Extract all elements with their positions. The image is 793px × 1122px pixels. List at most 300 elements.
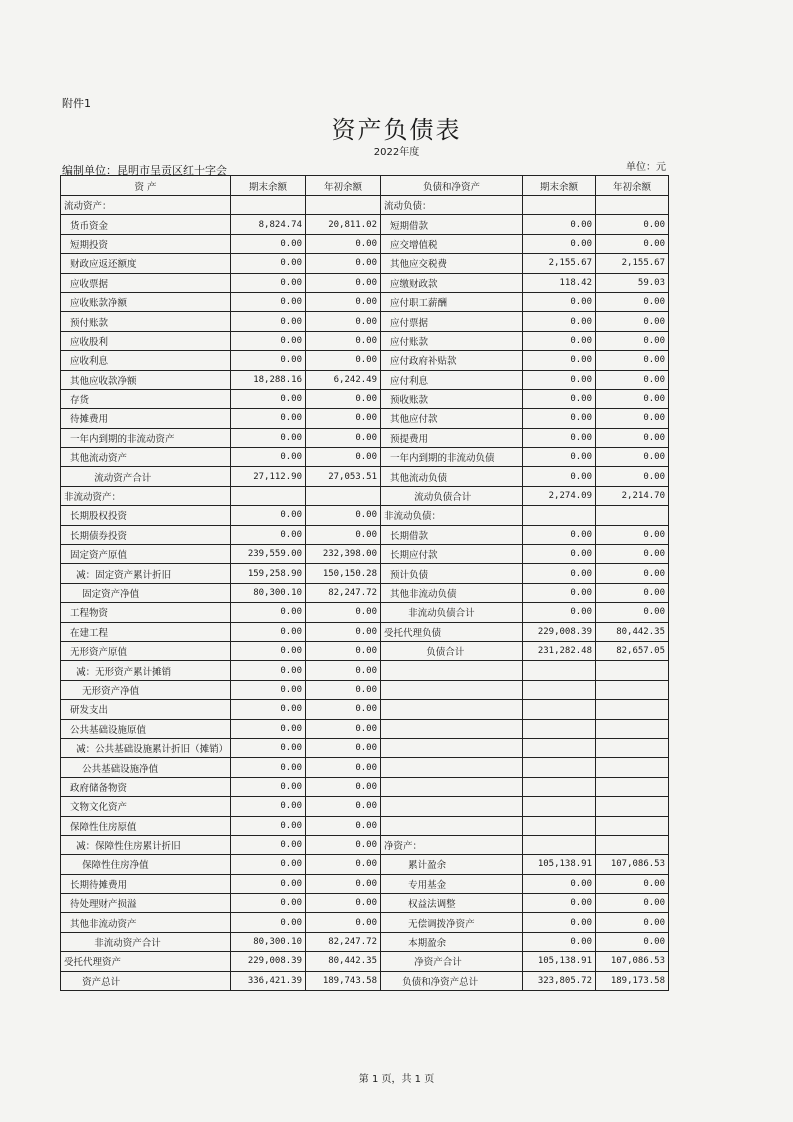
asset-closing-cell: 0.00 (231, 409, 306, 428)
asset-closing-cell: 159,258.90 (231, 564, 306, 583)
asset-opening-cell: 0.00 (306, 525, 381, 544)
asset-opening-cell: 0.00 (306, 622, 381, 641)
table-row (61, 583, 669, 602)
liability-name-cell: 负债和净资产总计 (381, 971, 523, 990)
table-row (61, 661, 669, 680)
liability-name-cell: 本期盈余 (381, 932, 523, 951)
liability-closing-cell (523, 661, 596, 680)
table-row (61, 312, 669, 331)
asset-opening-cell: 0.00 (306, 254, 381, 273)
asset-name-cell: 存货 (61, 389, 231, 408)
liability-name-cell (381, 700, 523, 719)
asset-opening-cell: 0.00 (306, 874, 381, 893)
asset-closing-cell: 336,421.39 (231, 971, 306, 990)
asset-name-cell: 公共基础设施原值 (61, 719, 231, 738)
asset-opening-cell: 0.00 (306, 603, 381, 622)
table-row (61, 292, 669, 311)
liability-opening-cell: 0.00 (596, 312, 669, 331)
liability-opening-cell: 82,657.05 (596, 641, 669, 660)
liability-name-cell: 非流动负债： (381, 506, 523, 525)
liability-name-cell: 其他应交税费 (381, 254, 523, 273)
liability-opening-cell: 2,214.70 (596, 486, 669, 505)
asset-opening-cell: 0.00 (306, 351, 381, 370)
asset-opening-cell: 27,053.51 (306, 467, 381, 486)
liability-opening-cell: 107,086.53 (596, 952, 669, 971)
table-row (61, 331, 669, 350)
asset-closing-cell: 0.00 (231, 525, 306, 544)
asset-opening-cell: 150,150.28 (306, 564, 381, 583)
page-number: 第 1 页，共 1 页 (358, 1074, 435, 1085)
asset-closing-cell: 0.00 (231, 448, 306, 467)
asset-opening-cell: 189,743.58 (306, 971, 381, 990)
asset-opening-cell: 0.00 (306, 835, 381, 854)
currency-unit: 单位：元 (626, 162, 666, 173)
table-row (61, 409, 669, 428)
liability-closing-cell: 0.00 (523, 874, 596, 893)
liability-opening-cell (596, 719, 669, 738)
table-row (61, 738, 669, 757)
asset-name-cell: 固定资产原值 (61, 545, 231, 564)
asset-closing-cell: 18,288.16 (231, 370, 306, 389)
liability-name-cell: 短期借款 (381, 215, 523, 234)
header-assets: 资 产 (61, 176, 231, 196)
asset-closing-cell: 80,300.10 (231, 583, 306, 602)
liability-opening-cell (596, 680, 669, 699)
liability-name-cell: 净资产合计 (381, 952, 523, 971)
liability-closing-cell: 231,282.48 (523, 641, 596, 660)
asset-opening-cell: 20,811.02 (306, 215, 381, 234)
liability-name-cell: 应付账款 (381, 331, 523, 350)
asset-opening-cell: 0.00 (306, 758, 381, 777)
liability-name-cell: 其他流动负债 (381, 467, 523, 486)
table-row (61, 196, 669, 215)
asset-closing-cell: 8,824.74 (231, 215, 306, 234)
page-title: 资产负债表 (331, 116, 462, 144)
asset-name-cell: 资产总计 (61, 971, 231, 990)
asset-name-cell: 受托代理资产 (61, 952, 231, 971)
table-row (61, 215, 669, 234)
asset-closing-cell: 0.00 (231, 622, 306, 641)
asset-opening-cell: 0.00 (306, 777, 381, 796)
liability-name-cell: 其他应付款 (381, 409, 523, 428)
asset-closing-cell: 0.00 (231, 312, 306, 331)
asset-opening-cell: 0.00 (306, 816, 381, 835)
asset-opening-cell: 82,247.72 (306, 932, 381, 951)
asset-closing-cell: 0.00 (231, 719, 306, 738)
asset-opening-cell: 0.00 (306, 797, 381, 816)
liability-closing-cell: 0.00 (523, 331, 596, 350)
table-row (61, 777, 669, 796)
asset-closing-cell: 0.00 (231, 835, 306, 854)
liability-closing-cell (523, 835, 596, 854)
asset-opening-cell: 0.00 (306, 273, 381, 292)
asset-name-cell: 非流动资产合计 (61, 932, 231, 951)
liability-name-cell: 应交增值税 (381, 234, 523, 253)
report-year: 2022年度 (373, 147, 420, 158)
table-row (61, 273, 669, 292)
table-row (61, 913, 669, 932)
table-row (61, 370, 669, 389)
liability-closing-cell: 0.00 (523, 913, 596, 932)
liability-opening-cell: 0.00 (596, 428, 669, 447)
liability-name-cell: 权益法调整 (381, 894, 523, 913)
liability-closing-cell (523, 719, 596, 738)
liability-opening-cell: 0.00 (596, 932, 669, 951)
liability-closing-cell: 2,155.67 (523, 254, 596, 273)
liability-opening-cell: 0.00 (596, 389, 669, 408)
table-row (61, 486, 669, 505)
header-assets-closing: 期末余额 (231, 176, 306, 196)
liability-closing-cell: 0.00 (523, 583, 596, 602)
asset-name-cell: 无形资产净值 (61, 680, 231, 699)
asset-closing-cell (231, 196, 306, 215)
asset-closing-cell: 229,008.39 (231, 952, 306, 971)
liability-closing-cell (523, 506, 596, 525)
asset-opening-cell: 0.00 (306, 331, 381, 350)
asset-opening-cell: 0.00 (306, 234, 381, 253)
liability-opening-cell: 0.00 (596, 409, 669, 428)
table-row (61, 622, 669, 641)
liability-name-cell (381, 661, 523, 680)
asset-name-cell: 短期投资 (61, 234, 231, 253)
liability-name-cell: 应付利息 (381, 370, 523, 389)
table-row (61, 351, 669, 370)
liability-closing-cell (523, 738, 596, 757)
asset-closing-cell: 0.00 (231, 700, 306, 719)
asset-opening-cell: 232,398.00 (306, 545, 381, 564)
asset-name-cell: 文物文化资产 (61, 797, 231, 816)
table-row (61, 545, 669, 564)
header-liabilities-closing: 期末余额 (523, 176, 596, 196)
liability-opening-cell: 0.00 (596, 351, 669, 370)
asset-name-cell: 应收票据 (61, 273, 231, 292)
asset-closing-cell: 0.00 (231, 894, 306, 913)
asset-name-cell: 财政应返还额度 (61, 254, 231, 273)
header-assets-opening: 年初余额 (306, 176, 381, 196)
liability-name-cell (381, 738, 523, 757)
liability-opening-cell: 0.00 (596, 583, 669, 602)
liability-closing-cell (523, 777, 596, 796)
liability-closing-cell (523, 680, 596, 699)
asset-opening-cell: 0.00 (306, 641, 381, 660)
liability-name-cell (381, 816, 523, 835)
table-row (61, 816, 669, 835)
asset-opening-cell: 0.00 (306, 913, 381, 932)
asset-name-cell: 待处理财产损溢 (61, 894, 231, 913)
liability-opening-cell: 0.00 (596, 525, 669, 544)
table-row (61, 603, 669, 622)
liability-name-cell: 净资产： (381, 835, 523, 854)
liability-opening-cell: 0.00 (596, 448, 669, 467)
asset-opening-cell: 0.00 (306, 855, 381, 874)
table-row (61, 700, 669, 719)
asset-name-cell: 预付账款 (61, 312, 231, 331)
liability-name-cell: 累计盈余 (381, 855, 523, 874)
table-row (61, 932, 669, 951)
asset-opening-cell: 0.00 (306, 738, 381, 757)
liability-opening-cell (596, 758, 669, 777)
liability-closing-cell: 0.00 (523, 409, 596, 428)
asset-closing-cell: 0.00 (231, 738, 306, 757)
asset-closing-cell: 0.00 (231, 874, 306, 893)
asset-closing-cell: 0.00 (231, 428, 306, 447)
table-row (61, 525, 669, 544)
asset-closing-cell: 0.00 (231, 797, 306, 816)
asset-closing-cell: 0.00 (231, 351, 306, 370)
liability-name-cell (381, 758, 523, 777)
asset-opening-cell: 6,242.49 (306, 370, 381, 389)
liability-name-cell (381, 777, 523, 796)
asset-name-cell: 减：保障性住房累计折旧 (61, 835, 231, 854)
asset-name-cell: 流动资产： (61, 196, 231, 215)
asset-closing-cell: 0.00 (231, 913, 306, 932)
liability-closing-cell: 0.00 (523, 467, 596, 486)
asset-opening-cell (306, 486, 381, 505)
table-row (61, 719, 669, 738)
liability-closing-cell (523, 816, 596, 835)
liability-opening-cell (596, 738, 669, 757)
liability-name-cell: 应缴财政款 (381, 273, 523, 292)
liability-closing-cell (523, 797, 596, 816)
balance-sheet-table (60, 175, 669, 991)
asset-closing-cell: 239,559.00 (231, 545, 306, 564)
liability-name-cell: 长期借款 (381, 525, 523, 544)
liability-name-cell: 其他非流动负债 (381, 583, 523, 602)
liability-closing-cell: 0.00 (523, 564, 596, 583)
liability-name-cell: 负债合计 (381, 641, 523, 660)
liability-closing-cell: 0.00 (523, 428, 596, 447)
liability-name-cell (381, 797, 523, 816)
asset-name-cell: 工程物资 (61, 603, 231, 622)
asset-closing-cell: 0.00 (231, 254, 306, 273)
asset-closing-cell: 80,300.10 (231, 932, 306, 951)
table-row (61, 467, 669, 486)
asset-name-cell: 政府储备物资 (61, 777, 231, 796)
liability-opening-cell: 0.00 (596, 564, 669, 583)
table-row (61, 234, 669, 253)
liability-opening-cell: 80,442.35 (596, 622, 669, 641)
asset-name-cell: 其他非流动资产 (61, 913, 231, 932)
table-row (61, 448, 669, 467)
liability-closing-cell: 0.00 (523, 389, 596, 408)
liability-opening-cell: 0.00 (596, 234, 669, 253)
asset-opening-cell: 0.00 (306, 409, 381, 428)
liability-opening-cell: 0.00 (596, 292, 669, 311)
liability-closing-cell: 0.00 (523, 234, 596, 253)
asset-closing-cell: 0.00 (231, 680, 306, 699)
liability-closing-cell: 0.00 (523, 545, 596, 564)
liability-name-cell: 长期应付款 (381, 545, 523, 564)
asset-closing-cell: 0.00 (231, 758, 306, 777)
liability-opening-cell (596, 196, 669, 215)
asset-opening-cell: 0.00 (306, 700, 381, 719)
liability-opening-cell (596, 661, 669, 680)
liability-closing-cell: 0.00 (523, 215, 596, 234)
asset-name-cell: 长期债券投资 (61, 525, 231, 544)
liability-name-cell: 预提费用 (381, 428, 523, 447)
asset-name-cell: 减：固定资产累计折旧 (61, 564, 231, 583)
asset-opening-cell: 0.00 (306, 312, 381, 331)
liability-closing-cell: 0.00 (523, 312, 596, 331)
liability-name-cell: 流动负债合计 (381, 486, 523, 505)
asset-opening-cell: 0.00 (306, 292, 381, 311)
table-row (61, 874, 669, 893)
asset-name-cell: 减：公共基础设施累计折旧（摊销） (61, 738, 231, 757)
liability-name-cell: 受托代理负债 (381, 622, 523, 641)
liability-closing-cell: 0.00 (523, 525, 596, 544)
table-row (61, 835, 669, 854)
asset-opening-cell: 0.00 (306, 719, 381, 738)
liability-closing-cell: 0.00 (523, 351, 596, 370)
liability-opening-cell (596, 506, 669, 525)
asset-name-cell: 长期待摊费用 (61, 874, 231, 893)
asset-opening-cell: 0.00 (306, 661, 381, 680)
liability-opening-cell: 0.00 (596, 894, 669, 913)
liability-closing-cell: 118.42 (523, 273, 596, 292)
liability-closing-cell: 229,008.39 (523, 622, 596, 641)
liability-opening-cell (596, 835, 669, 854)
liability-name-cell: 专用基金 (381, 874, 523, 893)
table-row (61, 758, 669, 777)
liability-name-cell: 一年内到期的非流动负债 (381, 448, 523, 467)
liability-opening-cell: 0.00 (596, 467, 669, 486)
asset-name-cell: 公共基础设施净值 (61, 758, 231, 777)
asset-closing-cell: 0.00 (231, 506, 306, 525)
asset-name-cell: 减：无形资产累计摊销 (61, 661, 231, 680)
asset-closing-cell (231, 486, 306, 505)
asset-name-cell: 货币资金 (61, 215, 231, 234)
table-row (61, 254, 669, 273)
liability-name-cell (381, 719, 523, 738)
asset-closing-cell: 0.00 (231, 661, 306, 680)
asset-name-cell: 保障性住房净值 (61, 855, 231, 874)
liability-opening-cell (596, 777, 669, 796)
asset-name-cell: 应收账款净额 (61, 292, 231, 311)
table-row (61, 971, 669, 990)
liability-opening-cell: 59.03 (596, 273, 669, 292)
asset-closing-cell: 0.00 (231, 641, 306, 660)
liability-closing-cell: 0.00 (523, 370, 596, 389)
asset-opening-cell: 0.00 (306, 389, 381, 408)
table-row (61, 797, 669, 816)
asset-name-cell: 保障性住房原值 (61, 816, 231, 835)
liability-opening-cell: 0.00 (596, 603, 669, 622)
asset-name-cell: 非流动资产： (61, 486, 231, 505)
liability-closing-cell (523, 196, 596, 215)
asset-name-cell: 流动资产合计 (61, 467, 231, 486)
asset-name-cell: 待摊费用 (61, 409, 231, 428)
asset-name-cell: 其他流动资产 (61, 448, 231, 467)
asset-closing-cell: 0.00 (231, 331, 306, 350)
liability-name-cell (381, 680, 523, 699)
asset-opening-cell (306, 196, 381, 215)
asset-opening-cell: 0.00 (306, 680, 381, 699)
liability-opening-cell: 0.00 (596, 874, 669, 893)
table-row (61, 506, 669, 525)
asset-name-cell: 研发支出 (61, 700, 231, 719)
liability-name-cell: 应付票据 (381, 312, 523, 331)
liability-opening-cell: 0.00 (596, 370, 669, 389)
liability-opening-cell: 189,173.58 (596, 971, 669, 990)
liability-opening-cell: 0.00 (596, 331, 669, 350)
asset-name-cell: 固定资产净值 (61, 583, 231, 602)
liability-name-cell: 应付政府补贴款 (381, 351, 523, 370)
table-row (61, 389, 669, 408)
liability-closing-cell (523, 758, 596, 777)
liability-closing-cell: 0.00 (523, 894, 596, 913)
liability-opening-cell: 107,086.53 (596, 855, 669, 874)
table-row (61, 641, 669, 660)
liability-closing-cell: 0.00 (523, 292, 596, 311)
attachment-label: 附件1 (62, 97, 91, 110)
asset-name-cell: 其他应收款净额 (61, 370, 231, 389)
asset-name-cell: 无形资产原值 (61, 641, 231, 660)
liability-closing-cell: 323,805.72 (523, 971, 596, 990)
header-liabilities: 负债和净资产 (381, 176, 523, 196)
liability-opening-cell (596, 816, 669, 835)
asset-opening-cell: 0.00 (306, 448, 381, 467)
asset-name-cell: 应收利息 (61, 351, 231, 370)
liability-closing-cell (523, 700, 596, 719)
asset-closing-cell: 0.00 (231, 292, 306, 311)
table-row (61, 428, 669, 447)
liability-opening-cell (596, 700, 669, 719)
table-row (61, 855, 669, 874)
asset-closing-cell: 0.00 (231, 234, 306, 253)
asset-opening-cell: 80,442.35 (306, 952, 381, 971)
liability-closing-cell: 0.00 (523, 448, 596, 467)
liability-opening-cell: 2,155.67 (596, 254, 669, 273)
asset-closing-cell: 0.00 (231, 816, 306, 835)
liability-name-cell: 无偿调拨净资产 (381, 913, 523, 932)
table-row (61, 680, 669, 699)
table-row (61, 894, 669, 913)
header-liabilities-opening: 年初余额 (596, 176, 669, 196)
asset-opening-cell: 0.00 (306, 894, 381, 913)
asset-closing-cell: 0.00 (231, 273, 306, 292)
liability-opening-cell: 0.00 (596, 215, 669, 234)
asset-opening-cell: 0.00 (306, 428, 381, 447)
asset-closing-cell: 0.00 (231, 603, 306, 622)
liability-closing-cell: 105,138.91 (523, 952, 596, 971)
asset-name-cell: 长期股权投资 (61, 506, 231, 525)
header-row (61, 176, 669, 196)
table-row (61, 952, 669, 971)
liability-opening-cell (596, 797, 669, 816)
asset-closing-cell: 0.00 (231, 855, 306, 874)
liability-closing-cell: 105,138.91 (523, 855, 596, 874)
asset-opening-cell: 82,247.72 (306, 583, 381, 602)
asset-closing-cell: 27,112.90 (231, 467, 306, 486)
liability-name-cell: 预收账款 (381, 389, 523, 408)
liability-name-cell: 应付职工薪酬 (381, 292, 523, 311)
liability-opening-cell: 0.00 (596, 913, 669, 932)
asset-name-cell: 一年内到期的非流动资产 (61, 428, 231, 447)
liability-name-cell: 流动负债： (381, 196, 523, 215)
liability-opening-cell: 0.00 (596, 545, 669, 564)
liability-closing-cell: 0.00 (523, 932, 596, 951)
asset-opening-cell: 0.00 (306, 506, 381, 525)
liability-name-cell: 预计负债 (381, 564, 523, 583)
asset-closing-cell: 0.00 (231, 777, 306, 796)
liability-closing-cell: 0.00 (523, 603, 596, 622)
asset-name-cell: 在建工程 (61, 622, 231, 641)
liability-name-cell: 非流动负债合计 (381, 603, 523, 622)
reporting-org: 编制单位：昆明市呈贡区红十字会 (62, 164, 227, 177)
table-row (61, 564, 669, 583)
liability-closing-cell: 2,274.09 (523, 486, 596, 505)
asset-name-cell: 应收股利 (61, 331, 231, 350)
